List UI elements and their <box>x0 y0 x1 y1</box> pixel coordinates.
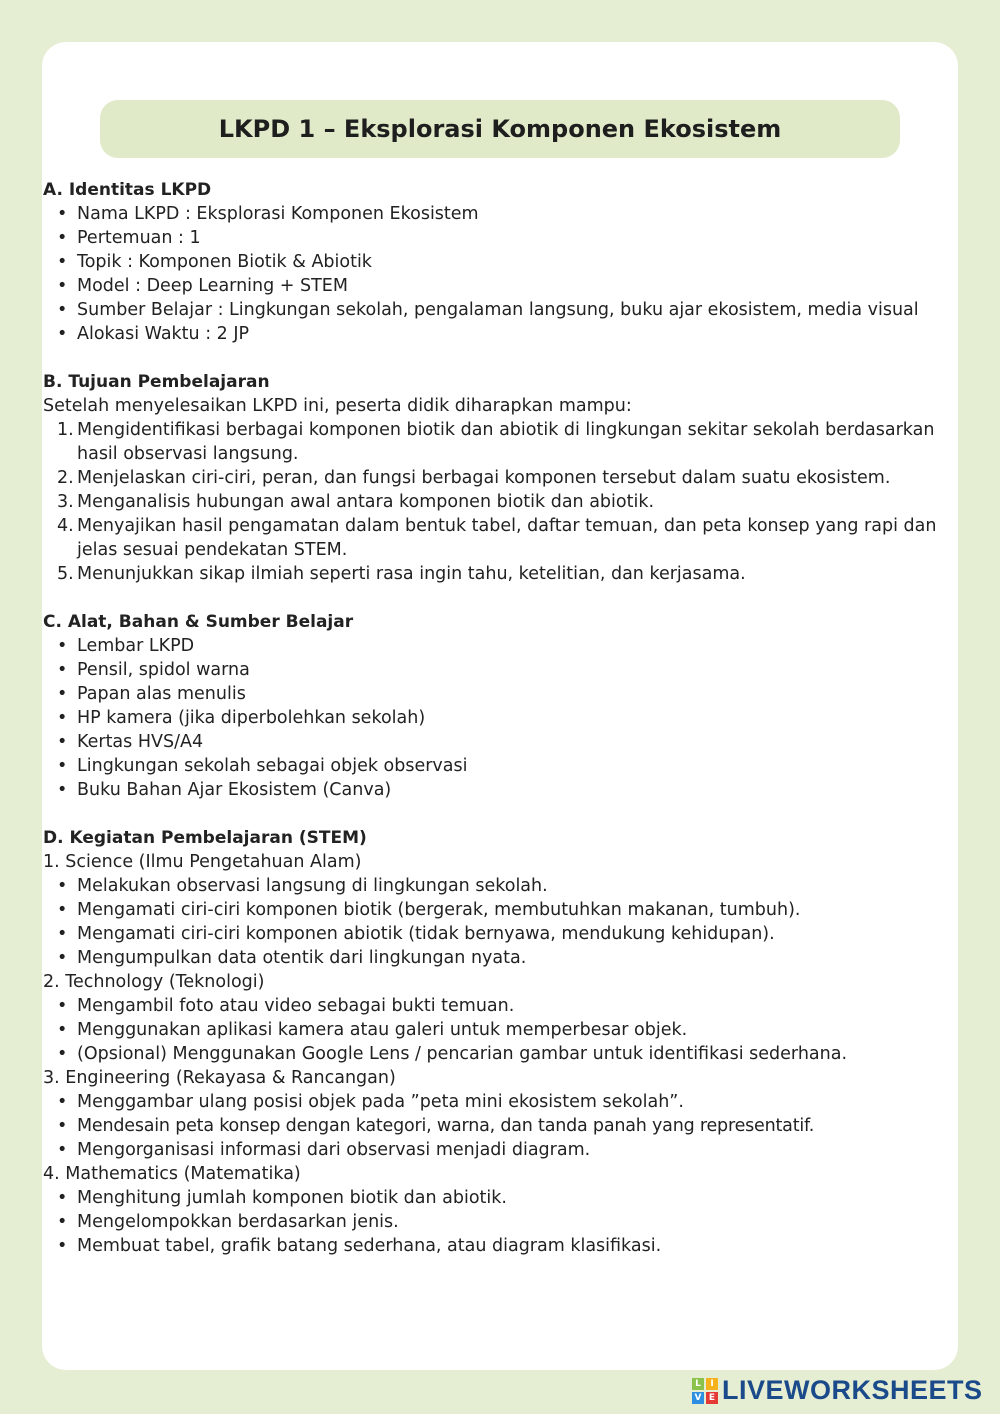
list-item: • Kertas HVS/A4 <box>43 730 958 754</box>
section-b-list <box>43 418 958 586</box>
list-item: • Mendesain peta konsep dengan kategori, warna, dan tanda panah yang representatif. <box>43 1114 958 1138</box>
list-item: • Lingkungan sekolah sebagai objek observasi <box>43 754 958 778</box>
list-item: • Mengumpulkan data otentik dari lingkungan nyata. <box>43 946 958 970</box>
section-b-intro: Setelah menyelesaikan LKPD ini, peserta didik diharapkan mampu: <box>43 396 632 416</box>
list-item: • Mengamati ciri-ciri komponen abiotik (tidak bernyawa, mendukung kehidupan). <box>43 922 958 946</box>
worksheet-content <box>43 178 958 1258</box>
list-item: 3. Menganalisis hubungan awal antara komponen biotik dan abiotik. <box>57 492 655 512</box>
worksheet-title: LKPD 1 – Eksplorasi Komponen Ekosistem <box>100 100 900 158</box>
list-item: 1. Mengidentifikasi berbagai komponen biotik dan abiotik di lingkungan sekitar sekolah berdasarkan hasil observasi langsung. <box>57 420 935 464</box>
list-item: • Papan alas menulis <box>43 682 958 706</box>
list-item: • Nama LKPD : Eksplorasi Komponen Ekosistem <box>43 202 958 226</box>
list-item: • Mengorganisasi informasi dari observasi menjadi diagram. <box>43 1138 958 1162</box>
group-label: 3. Engineering (Rekayasa & Rancangan) <box>43 1068 396 1088</box>
list-item: • Melakukan observasi langsung di lingkungan sekolah. <box>43 874 958 898</box>
group-list <box>43 874 958 970</box>
list-item: 2. Menjelaskan ciri-ciri, peran, dan fungsi berbagai komponen tersebut dalam suatu ekosistem. <box>57 468 891 488</box>
list-item: 5. Menunjukkan sikap ilmiah seperti rasa ingin tahu, ketelitian, dan kerjasama. <box>57 564 746 584</box>
list-item: • Lembar LKPD <box>43 634 958 658</box>
list-item: 4. Menyajikan hasil pengamatan dalam bentuk tabel, daftar temuan, dan peta konsep yang rapi dan jelas sesuai pendekatan STEM. <box>57 516 937 560</box>
list-item: • Pertemuan : 1 <box>43 226 958 250</box>
list-item: • Sumber Belajar : Lingkungan sekolah, pengalaman langsung, buku ajar ekosistem, media visual <box>43 298 958 322</box>
list-item: • Membuat tabel, grafik batang sederhana, atau diagram klasifikasi. <box>43 1234 958 1258</box>
group-list <box>43 1186 958 1258</box>
logo-icon: L I V E <box>692 1378 718 1404</box>
section-c-heading: C. Alat, Bahan & Sumber Belajar <box>43 612 354 632</box>
group-list <box>43 994 958 1066</box>
list-item: • Topik : Komponen Biotik & Abiotik <box>43 250 958 274</box>
section-a-list <box>43 202 958 346</box>
list-item: • Mengambil foto atau video sebagai bukti temuan. <box>43 994 958 1018</box>
list-item: • Menggambar ulang posisi objek pada ”peta mini ekosistem sekolah”. <box>43 1090 958 1114</box>
group-label: 2. Technology (Teknologi) <box>43 972 265 992</box>
list-item: • Menggunakan aplikasi kamera atau galeri untuk memperbesar objek. <box>43 1018 958 1042</box>
section-a-heading: A. Identitas LKPD <box>43 180 212 200</box>
list-item: • Mengamati ciri-ciri komponen biotik (bergerak, membutuhkan makanan, tumbuh). <box>43 898 958 922</box>
list-item: • HP kamera (jika diperbolehkan sekolah) <box>43 706 958 730</box>
section-d-heading: D. Kegiatan Pembelajaran (STEM) <box>43 828 367 848</box>
section-b-heading: B. Tujuan Pembelajaran <box>43 372 270 392</box>
group-label: 1. Science (Ilmu Pengetahuan Alam) <box>43 852 362 872</box>
group-list <box>43 1090 958 1162</box>
list-item: • (Opsional) Menggunakan Google Lens / pencarian gambar untuk identifikasi sederhana. <box>43 1042 958 1066</box>
list-item: • Alokasi Waktu : 2 JP <box>43 322 958 346</box>
list-item: • Buku Bahan Ajar Ekosistem (Canva) <box>43 778 958 802</box>
list-item: • Menghitung jumlah komponen biotik dan abiotik. <box>43 1186 958 1210</box>
list-item: • Model : Deep Learning + STEM <box>43 274 958 298</box>
section-c-list <box>43 634 958 802</box>
liveworksheets-logo[interactable] <box>692 1375 983 1406</box>
group-label: 4. Mathematics (Matematika) <box>43 1164 301 1184</box>
list-item: • Mengelompokkan berdasarkan jenis. <box>43 1210 958 1234</box>
list-item: • Pensil, spidol warna <box>43 658 958 682</box>
brand-name: LIVEWORKSHEETS <box>722 1375 983 1405</box>
